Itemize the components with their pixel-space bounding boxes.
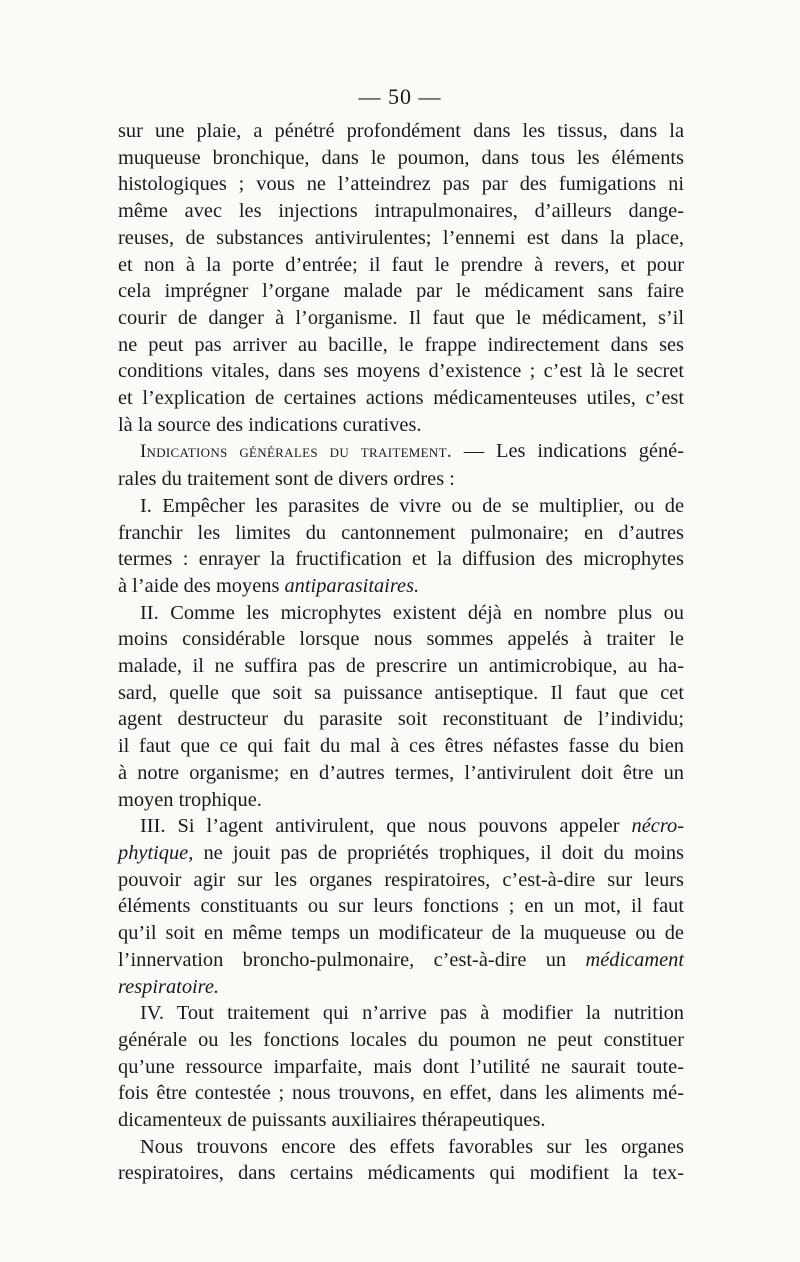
- item-1: [118, 493, 684, 600]
- text-line: histologiques ; vous ne l’atteindrez pas par des fumigations ni: [118, 173, 684, 196]
- body-text: [118, 118, 684, 1187]
- text-line: à l’aide des moyens antiparasitaires.: [118, 574, 420, 597]
- text-line: muqueuse bronchique, dans le poumon, dans tous les éléments: [118, 146, 684, 169]
- text-line: qu’une ressource imparfaite, mais dont l’utilité ne saurait toute-: [118, 1055, 684, 1078]
- text-line: franchir les limites du cantonnement pulmonaire; en d’autres: [118, 521, 684, 544]
- section-intro: [118, 438, 684, 492]
- text-line: Indications générales du traitement. — Les indications géné-: [140, 440, 684, 463]
- text-line: respiratoires, dans certains médicaments qui modifient la tex-: [118, 1162, 684, 1185]
- text-line: pouvoir agir sur les organes respiratoires, c’est-à-dire sur leurs: [118, 868, 684, 891]
- text-line: qu’il soit en même temps un modificateur de la muqueuse ou de: [118, 922, 684, 945]
- text-line: sur une plaie, a pénétré profondément dans les tissus, dans la: [118, 120, 684, 142]
- text-line: phytique, ne jouit pas de propriétés trophiques, il doit du moins: [118, 841, 684, 864]
- text-line: là la source des indications curatives.: [118, 413, 422, 436]
- text-line: ne peut pas arriver au bacille, le frappe indirectement dans ses: [118, 333, 684, 356]
- text-line: rales du traitement sont de divers ordres :: [118, 468, 455, 491]
- section-heading: Indications générales du traitement.: [140, 441, 452, 463]
- text-line: II. Comme les microphytes existent déjà en nombre plus ou: [140, 601, 684, 624]
- text-line: IV. Tout traitement qui n’arrive pas à modifier la nutrition: [140, 1002, 684, 1025]
- item-2: [118, 600, 684, 814]
- text-line: il faut que ce qui fait du mal à ces êtres néfastes fasse du bien: [118, 735, 684, 758]
- text-line: Nous trouvons encore des effets favorables sur les organes: [140, 1135, 684, 1158]
- text-line: conditions vitales, dans ses moyens d’existence ; c’est là le secret: [118, 360, 684, 383]
- text-line: générale ou les fonctions locales du poumon ne peut constituer: [118, 1028, 684, 1051]
- paragraph-opening: [118, 118, 684, 438]
- text-line: malade, il ne suffira pas de prescrire un antimicrobique, au ha-: [118, 655, 684, 678]
- text-line: fois être contestée ; nous trouvons, en effet, dans les aliments mé-: [118, 1082, 684, 1105]
- paragraph-closing: [118, 1134, 684, 1187]
- text-line: moyen trophique.: [118, 788, 262, 811]
- text-line: l’innervation broncho-pulmonaire, c’est-à-dire un médicament: [118, 948, 684, 971]
- text-line: agent destructeur du parasite soit reconstituant de l’individu;: [118, 708, 684, 731]
- text-line: cela imprégner l’organe malade par le médicament sans faire: [118, 280, 684, 303]
- text-line: respiratoire.: [118, 975, 220, 998]
- item-3: [118, 813, 684, 1000]
- text-line: courir de danger à l’organisme. Il faut que le médicament, s’il: [118, 306, 684, 329]
- text-line: reuses, de substances antivirulentes; l’ennemi est dans la place,: [118, 226, 684, 249]
- text-line: et l’explication de certaines actions médicamenteuses utiles, c’est: [118, 387, 684, 410]
- item-4: [118, 1000, 684, 1134]
- text-line: dicamenteux de puissants auxiliaires thérapeutiques.: [118, 1109, 546, 1132]
- text-line: III. Si l’agent antivirulent, que nous pouvons appeler nécro-: [140, 815, 684, 838]
- text-line: termes : enrayer la fructification et la diffusion des microphytes: [118, 548, 684, 571]
- text-line: et non à la porte d’entrée; il faut le prendre à revers, et pour: [118, 253, 684, 276]
- text-line: I. Empêcher les parasites de vivre ou de se multiplier, ou de: [140, 494, 684, 517]
- page-number: — 50 —: [358, 84, 442, 109]
- text-line: moins considérable lorsque nous sommes appelés à traiter le: [118, 628, 684, 651]
- text-line: éléments constituants ou sur leurs fonctions ; en un mot, il faut: [118, 895, 684, 918]
- text-line: à notre organisme; en d’autres termes, l’antivirulent doit être un: [118, 761, 684, 784]
- text-line: même avec les injections intrapulmonaires, d’ailleurs dange-: [118, 200, 684, 223]
- text-line: sard, quelle que soit sa puissance antiseptique. Il faut que cet: [118, 681, 684, 704]
